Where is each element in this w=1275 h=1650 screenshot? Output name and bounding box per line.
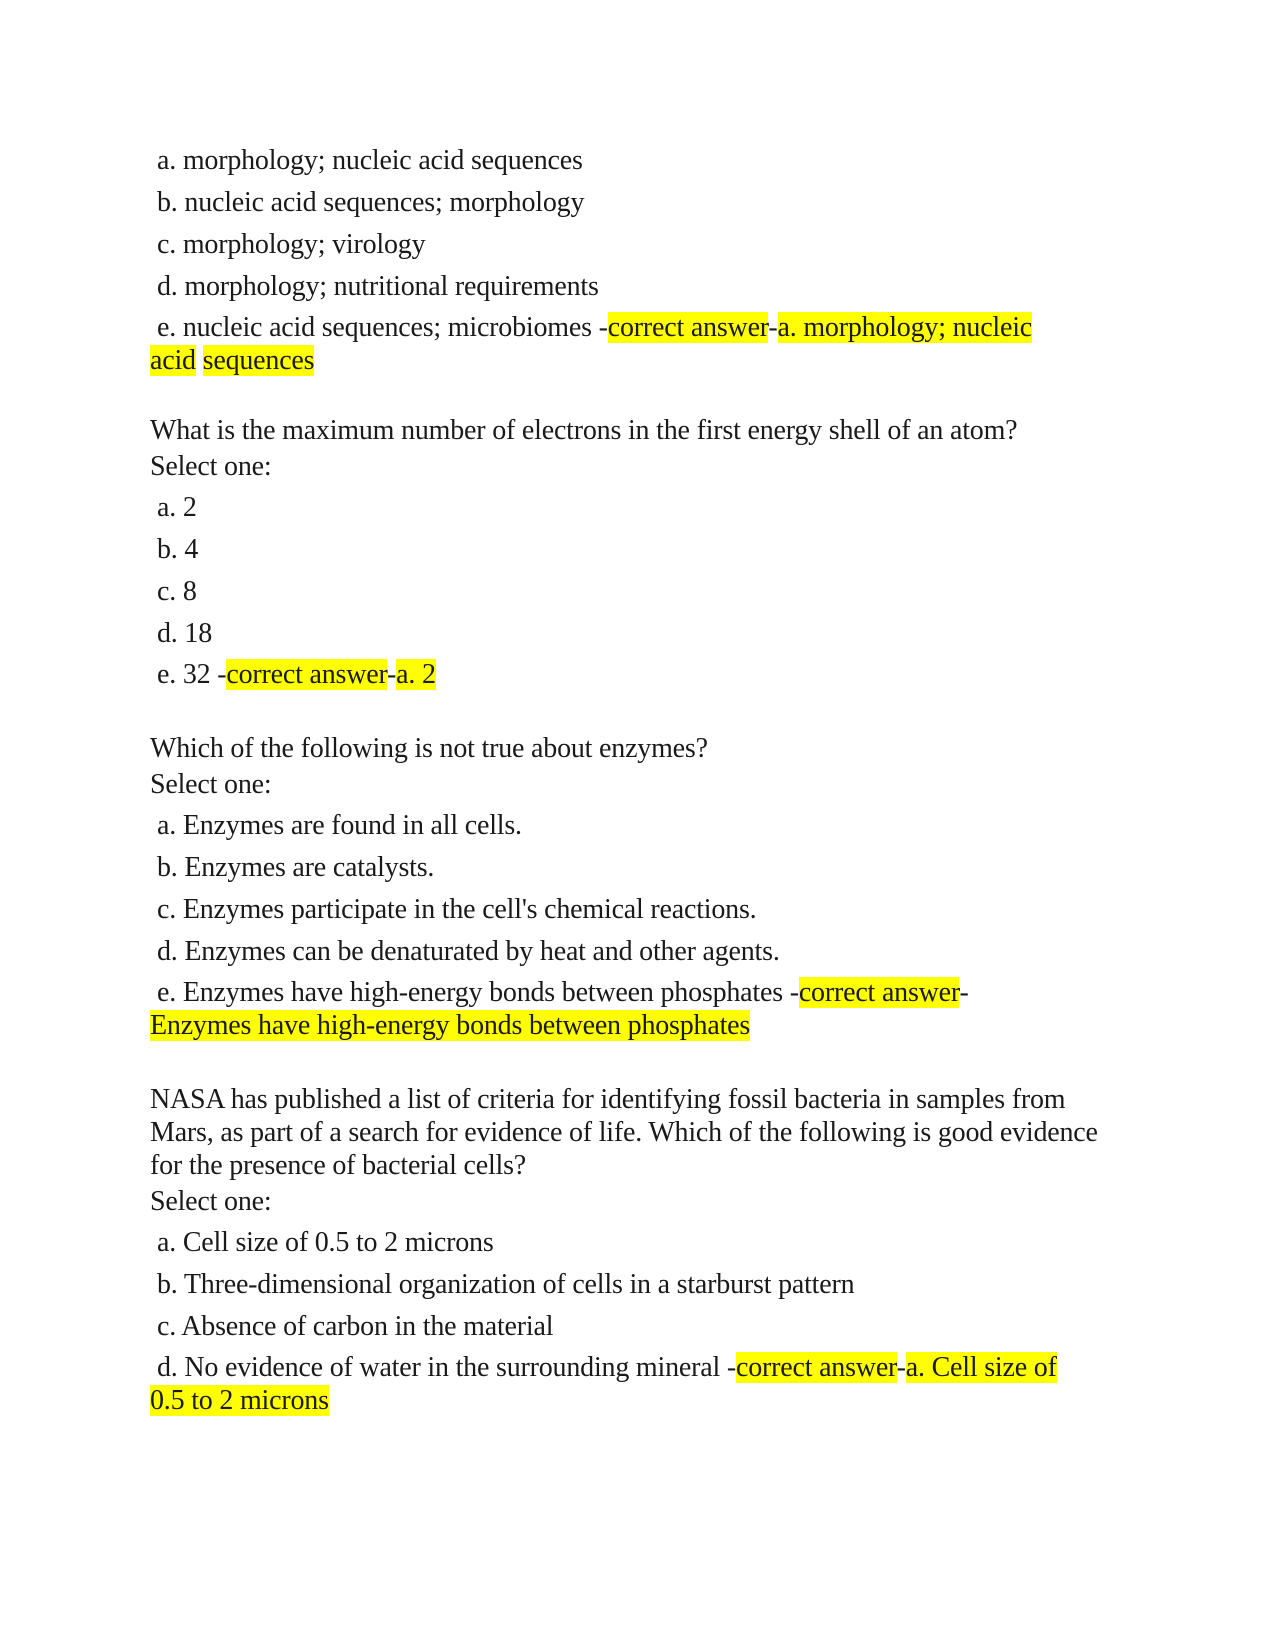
answer-line [150, 1351, 1125, 1417]
correct-answer-text: Enzymes have high-energy bonds between phosphates [150, 1010, 751, 1041]
select-one-prompt: Select one: [150, 769, 272, 800]
option-a: a. 2 [157, 492, 197, 523]
option-e: e. nucleic acid sequences; microbiomes - [157, 312, 608, 343]
question-text: What is the maximum number of electrons in the first energy shell of an atom? [150, 415, 1018, 446]
question-text: Which of the following is not true about enzymes? [150, 733, 708, 764]
option-d: d. morphology; nutritional requirements [157, 271, 599, 302]
answer-continuation [150, 344, 1125, 377]
question-block-2 [150, 414, 1125, 691]
answer-separator: - [387, 659, 397, 690]
option-b: b. Enzymes are catalysts. [157, 852, 435, 883]
correct-answer-text: a. Cell size of [905, 1352, 1057, 1383]
select-one-prompt: Select one: [150, 451, 272, 482]
question-block-3 [150, 732, 1125, 1042]
option-a: a. Cell size of 0.5 to 2 microns [157, 1227, 494, 1258]
question-text: NASA has published a list of criteria for identifying fossil bacteria in samples from Mars, as part of a search for evidence of life. Which of the following is good evidence for the presence of bacterial cells? [150, 1084, 1098, 1181]
option-d: d. No evidence of water in the surrounding mineral - [157, 1352, 736, 1383]
correct-answer-tag: correct answer [798, 977, 960, 1008]
option-c: c. 8 [157, 576, 197, 607]
option-e: e. 32 - [157, 659, 227, 690]
answer-continuation [150, 1384, 1125, 1417]
correct-answer-text: sequences [202, 345, 315, 376]
option-a: a. morphology; nucleic acid sequences [157, 145, 583, 176]
answer-line [150, 976, 1125, 1042]
option-e: e. Enzymes have high-energy bonds between phosphates - [157, 977, 799, 1008]
option-d: d. 18 [157, 618, 213, 649]
option-a: a. Enzymes are found in all cells. [157, 810, 522, 841]
answer-line [150, 658, 1125, 691]
correct-answer-tag: correct answer [607, 312, 769, 343]
correct-answer-tag: correct answer [226, 659, 388, 690]
answer-continuation [150, 1009, 1125, 1042]
option-c: c. morphology; virology [157, 229, 426, 260]
select-one-prompt: Select one: [150, 1186, 272, 1217]
answer-separator: - [959, 977, 969, 1008]
correct-answer-text: 0.5 to 2 microns [150, 1385, 329, 1416]
option-c: c. Enzymes participate in the cell's chemical reactions. [157, 894, 757, 925]
correct-answer-text: acid [150, 345, 196, 376]
question-block-4 [150, 1083, 1125, 1417]
correct-answer-text: a. 2 [396, 659, 436, 690]
question-block-1 [150, 140, 1125, 377]
option-d: d. Enzymes can be denaturated by heat and other agents. [157, 936, 780, 967]
answer-separator: - [768, 312, 778, 343]
option-b: b. nucleic acid sequences; morphology [157, 187, 585, 218]
answer-line [150, 311, 1125, 377]
option-b: b. 4 [157, 534, 199, 565]
answer-separator: - [896, 1352, 906, 1383]
option-b: b. Three-dimensional organization of cells in a starburst pattern [157, 1269, 855, 1300]
correct-answer-tag: correct answer [735, 1352, 897, 1383]
correct-answer-text: a. morphology; nucleic [777, 312, 1033, 343]
option-c: c. Absence of carbon in the material [157, 1311, 554, 1342]
